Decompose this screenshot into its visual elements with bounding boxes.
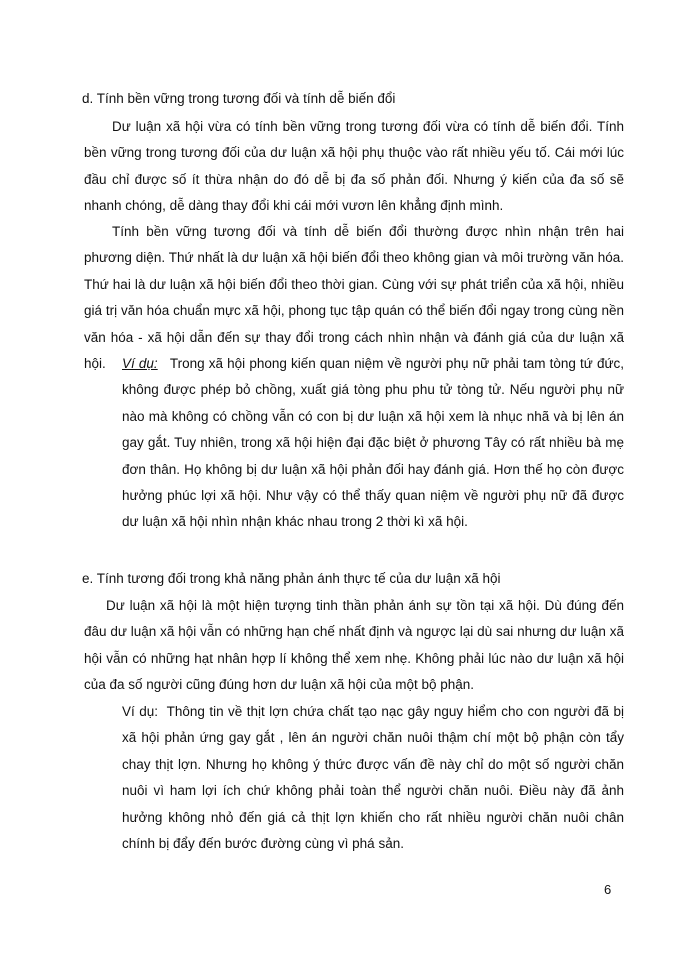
example-text: Trong xã hội phong kiến quan niệm về người phụ nữ phải tam tòng tứ đức, không được phép bỏ chồng, xuất giá tòng phu phu tử tòng tử. Nếu người phụ nữ nào mà không có chồng vẫn có con bị dư luận xã hội xem là nhục nhã và bị lên án gay gắt. Tuy nhiên, trong xã hội hiện đại đặc biệt ở phương Tây có rất nhiều bà mẹ đơn thân. Họ không bị dư luận xã hội phản đối hay đánh giá. Hơn thế họ còn được hưởng phúc lợi xã hội. Như vậy có thể thấy quan niệm về người phụ nữ đã được dư luận xã hội nhìn nhận khác nhau trong 2 thời kì xã hội. — [122, 356, 624, 530]
section-e-heading: e. Tính tương đối trong khả năng phản ánh thực tế của dư luận xã hội — [82, 571, 501, 586]
example-text: Thông tin về thịt lợn chứa chất tạo nạc gây nguy hiểm cho con người đã bị xã hội phản ứng gay gắt , lên án người chăn nuôi thậm chí một bộ phận còn tẩy chay thịt lợn. Nhưng họ không ý thức được vấn đề này chỉ do một số người chăn nuôi vì ham lợi ích chứ không phải toàn thể người chăn nuôi. Điều này đã ảnh hưởng không nhỏ đến giá cả thịt lợn khiến cho rất nhiều người chăn nuôi chân chính bị đẩy đến bước đường cùng vì phá sản. — [122, 704, 624, 852]
page-number: 6 — [604, 882, 612, 897]
section-d-paragraph-2: Tính bền vững tương đối và tính dễ biến đổi thường được nhìn nhận trên hai phương diện. Thứ nhất là dư luận xã hội biến đổi theo không gian và môi trường văn hóa. Thứ hai là dư luận xã hội biến đổi theo thời gian. Cùng với sự phát triển của xã hội, nhiều giá trị văn hóa chuẩn mực xã hội, phong tục tập quán có thể biến đổi ngay trong cùng nền văn hóa - xã hội dẫn đến sự thay đổi trong cách nhìn nhận và đánh giá của dư luận xã hội. — [84, 224, 624, 372]
section-d-heading: d. Tính bền vững trong tương đối và tính dễ biến đổi — [82, 91, 396, 106]
section-e-example — [122, 699, 624, 857]
section-e-paragraph-1: Dư luận xã hội là một hiện tượng tinh thần phản ánh sự tồn tại xã hội. Dù đúng đến đâu dư luận xã hội vẫn có những hạn chế nhất định và ngược lại dù sai nhưng dư luận xã hội vẫn có những hạt nhân hợp lí không thể xem nhẹ. Không phải lúc nào dư luận xã hội của đa số người cũng đúng hơn dư luận xã hội của một bộ phận. — [84, 598, 624, 693]
section-d-paragraph-1: Dư luận xã hội vừa có tính bền vững trong tương đối vừa có tính dễ biến đổi. Tính bền vững trong tương đối của dư luận xã hội phụ thuộc vào rất nhiều yếu tố. Cái mới lúc đầu chỉ được số ít thừa nhận do đó dễ bị đa số phản đối. Nhưng ý kiến của đa số sẽ nhanh chóng, dễ dàng thay đổi khi cái mới vươn lên khẳng định mình. — [84, 119, 624, 214]
section-d-example — [122, 351, 624, 536]
example-label: Ví dụ: — [122, 704, 158, 719]
example-label: Ví dụ: — [122, 356, 158, 371]
